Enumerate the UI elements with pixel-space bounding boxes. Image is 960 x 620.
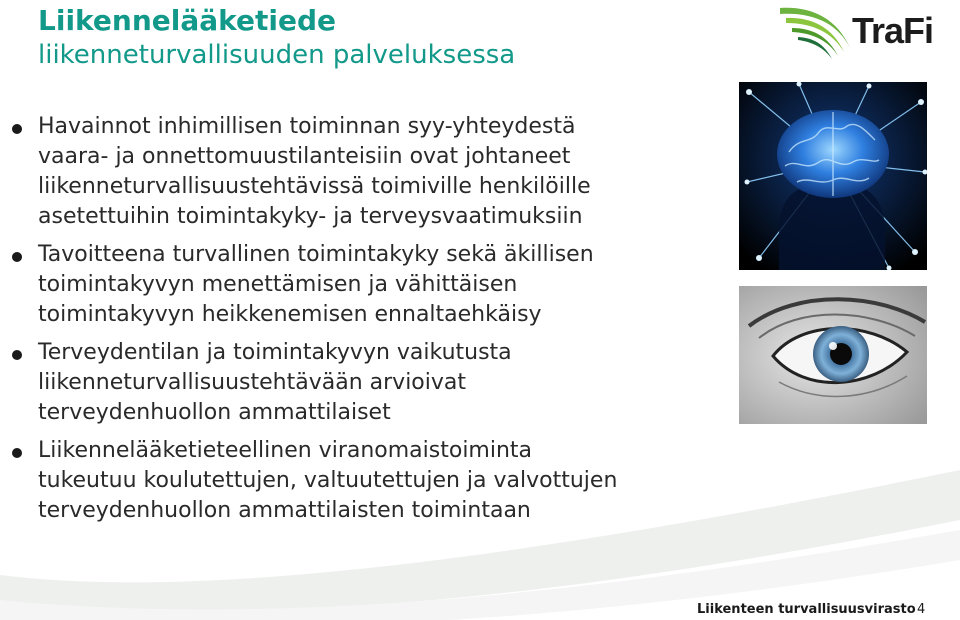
bullet-line: terveydenhuollon ammattilaiset [38, 400, 391, 425]
bullet-line: toimintakyvyn heikkenemisen ennaltaehkäisy [38, 302, 542, 327]
bullet-line: Havainnot inhimillisen toiminnan syy-yhteydestä [38, 114, 576, 139]
bullet-item [8, 240, 728, 330]
bullet-line: Terveydentilan ja toimintakyvyn vaikutusta [38, 340, 512, 365]
footer-organization: Liikenteen turvallisuusvirasto [697, 602, 916, 617]
bullet-line: toimintakyvyn menettämisen ja vähittäisen [38, 272, 518, 297]
bullet-dot-icon [12, 124, 22, 134]
bullet-item [8, 436, 728, 526]
bullet-line: vaara- ja onnettomuustilanteisiin ovat johtaneet [38, 144, 571, 169]
bullet-item [8, 112, 728, 232]
page-number: 4 [917, 602, 926, 617]
bullet-list [8, 112, 728, 534]
eye-image [739, 286, 927, 424]
bullet-line: liikenneturvallisuustehtävissä toimiville henkilöille [38, 174, 591, 199]
bullet-line: asetettuihin toimintakyky- ja terveysvaatimuksiin [38, 204, 583, 229]
bullet-line: tukeutuu koulutettujen, valtuutettujen ja valvottujen [38, 468, 618, 493]
bullet-item [8, 338, 728, 428]
bullet-dot-icon [12, 350, 22, 360]
bullet-dot-icon [12, 252, 22, 262]
page-title: Liikennelääketiede [38, 4, 337, 37]
page-subtitle: liikenneturvallisuuden palveluksessa [38, 40, 516, 70]
logo-wordmark: TraFi [852, 10, 934, 51]
bullet-line: Liikennelääketieteellinen viranomaistoiminta [38, 438, 533, 463]
bullet-dot-icon [12, 448, 22, 458]
bullet-line: Tavoitteena turvallinen toimintakyky sekä äkillisen [38, 242, 594, 267]
brain-image [739, 82, 927, 270]
bullet-line: terveydenhuollon ammattilaisten toimintaan [38, 498, 531, 523]
bullet-line: liikenneturvallisuustehtävään arvioivat [38, 370, 467, 395]
